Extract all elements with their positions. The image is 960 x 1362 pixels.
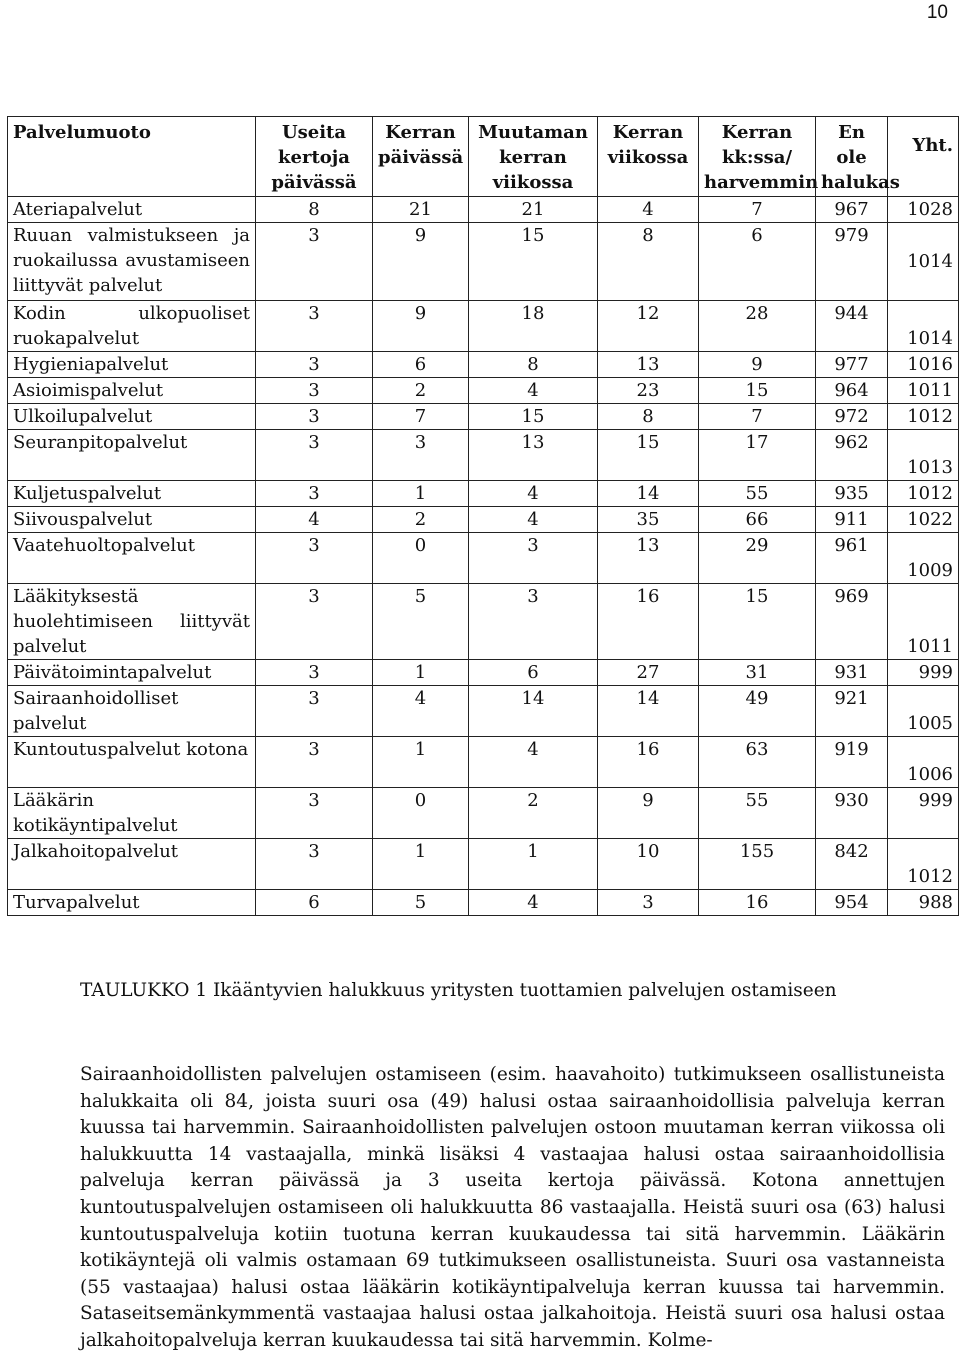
- value-cell: 954: [816, 890, 888, 916]
- value-cell: 3: [256, 481, 373, 507]
- value-cell: 8: [256, 197, 373, 223]
- service-name-cell: Kuljetuspalvelut: [8, 481, 256, 507]
- total-cell: 999: [888, 788, 959, 839]
- table-caption: TAULUKKO 1 Ikääntyvien halukkuus yritysten tuottamien palvelujen ostamiseen: [80, 980, 837, 1001]
- service-name-cell: Hygieniapalvelut: [8, 352, 256, 378]
- total-cell: 1022: [888, 507, 959, 533]
- column-header: Muutaman kerran viikossa: [469, 117, 598, 197]
- value-cell: 9: [598, 788, 699, 839]
- value-cell: 49: [699, 686, 816, 737]
- column-header: Palvelumuoto: [8, 117, 256, 197]
- column-header: Kerran kk:ssa/ harvemmin: [699, 117, 816, 197]
- service-name-cell: Ateriapalvelut: [8, 197, 256, 223]
- service-name-cell: Jalkahoitopalvelut: [8, 839, 256, 890]
- table-row: [8, 533, 959, 584]
- value-cell: 977: [816, 352, 888, 378]
- value-cell: 15: [469, 404, 598, 430]
- value-cell: 9: [373, 301, 469, 352]
- total-cell: 1028: [888, 197, 959, 223]
- value-cell: 7: [699, 404, 816, 430]
- value-cell: 4: [256, 507, 373, 533]
- services-table: [7, 116, 959, 916]
- service-name-cell: Kuntoutuspalvelut kotona: [8, 737, 256, 788]
- table-row: [8, 890, 959, 916]
- value-cell: 7: [373, 404, 469, 430]
- value-cell: 31: [699, 660, 816, 686]
- value-cell: 4: [469, 507, 598, 533]
- value-cell: 921: [816, 686, 888, 737]
- value-cell: 3: [469, 584, 598, 660]
- value-cell: 4: [469, 378, 598, 404]
- service-name-cell: Ruuan valmistukseen ja ruokailussa avustamiseen liittyvät palvelut: [8, 223, 256, 301]
- total-cell: 1014: [888, 223, 959, 301]
- value-cell: 3: [598, 890, 699, 916]
- value-cell: 3: [256, 301, 373, 352]
- value-cell: 0: [373, 533, 469, 584]
- value-cell: 17: [699, 430, 816, 481]
- service-name-cell: Vaatehuoltopalvelut: [8, 533, 256, 584]
- value-cell: 21: [373, 197, 469, 223]
- value-cell: 962: [816, 430, 888, 481]
- total-cell: 1013: [888, 430, 959, 481]
- total-cell: 1012: [888, 404, 959, 430]
- value-cell: 3: [469, 533, 598, 584]
- value-cell: 6: [373, 352, 469, 378]
- column-header: En ole halukas: [816, 117, 888, 197]
- table-row: [8, 378, 959, 404]
- value-cell: 944: [816, 301, 888, 352]
- body-paragraph: Sairaanhoidollisten palvelujen ostamiseen (esim. haavahoito) tutkimukseen osallistuneista halukkaita oli 84, joista suuri osa (49) halusi ostaa sairaanhoidollisia palveluja kerran kuussa tai harvemmin. Sairaanhoidollisten palvelujen ostoon muutaman kerran viikossa oli halukkuutta 14 vastaajalla, minkä lisäksi 4 vastaajaa halusi ostaa sairaanhoidollisia palveluja kerran päivässä ja 3 useita kertoja päivässä. Kotona annettujen kuntoutuspalvelujen ostamiseen oli halukkuutta 86 vastaajalla. Heistä suuri osa (63) halusi kuntoutuspalveluja kotiin tuotuna kerran kuukaudessa tai sitä harvemmin. Lääkärin kotikäyntejä oli valmis ostamaan 69 tutkimukseen osallistuneista. Suuri osa vastanneista (55 vastaajaa) halusi ostaa lääkärin kotikäyntipalveluja kerran kuussa tai harvemmin. Sataseitsemänkymmentä vastaajaa halusi ostaa jalkahoitoja. Heistä suuri osa halusi ostaa jalkahoitopalveluja kerran kuukaudessa tai sitä harvemmin. Kolme-: [80, 1064, 945, 1351]
- total-cell: 1005: [888, 686, 959, 737]
- table-row: [8, 197, 959, 223]
- value-cell: 979: [816, 223, 888, 301]
- value-cell: 66: [699, 507, 816, 533]
- table-row: [8, 430, 959, 481]
- table-row: [8, 223, 959, 301]
- value-cell: 29: [699, 533, 816, 584]
- table-row: [8, 686, 959, 737]
- value-cell: 1: [373, 737, 469, 788]
- value-cell: 911: [816, 507, 888, 533]
- value-cell: 935: [816, 481, 888, 507]
- value-cell: 7: [699, 197, 816, 223]
- total-cell: 1012: [888, 839, 959, 890]
- value-cell: 5: [373, 890, 469, 916]
- service-name-cell: Ulkoilupalvelut: [8, 404, 256, 430]
- value-cell: 13: [598, 533, 699, 584]
- total-cell: 1006: [888, 737, 959, 788]
- value-cell: 961: [816, 533, 888, 584]
- value-cell: 919: [816, 737, 888, 788]
- value-cell: 63: [699, 737, 816, 788]
- table-row: [8, 839, 959, 890]
- value-cell: 13: [598, 352, 699, 378]
- column-header: Kerran päivässä: [373, 117, 469, 197]
- value-cell: 969: [816, 584, 888, 660]
- column-header: Kerran viikossa: [598, 117, 699, 197]
- value-cell: 55: [699, 481, 816, 507]
- value-cell: 6: [256, 890, 373, 916]
- value-cell: 1: [373, 839, 469, 890]
- service-name-cell: Kodin ulkopuoliset ruokapalvelut: [8, 301, 256, 352]
- column-header: Yht.: [888, 117, 959, 197]
- value-cell: 3: [256, 378, 373, 404]
- value-cell: 1: [373, 481, 469, 507]
- value-cell: 5: [373, 584, 469, 660]
- total-cell: 999: [888, 660, 959, 686]
- value-cell: 12: [598, 301, 699, 352]
- value-cell: 16: [699, 890, 816, 916]
- value-cell: 3: [256, 352, 373, 378]
- value-cell: 14: [598, 686, 699, 737]
- value-cell: 13: [469, 430, 598, 481]
- total-cell: 988: [888, 890, 959, 916]
- value-cell: 842: [816, 839, 888, 890]
- value-cell: 967: [816, 197, 888, 223]
- table-row: [8, 404, 959, 430]
- value-cell: 14: [469, 686, 598, 737]
- value-cell: 0: [373, 788, 469, 839]
- table-row: [8, 584, 959, 660]
- value-cell: 27: [598, 660, 699, 686]
- value-cell: 9: [699, 352, 816, 378]
- page-number: 10: [926, 2, 948, 23]
- value-cell: 4: [469, 890, 598, 916]
- table-row: [8, 352, 959, 378]
- value-cell: 964: [816, 378, 888, 404]
- value-cell: 15: [598, 430, 699, 481]
- table-row: [8, 507, 959, 533]
- value-cell: 930: [816, 788, 888, 839]
- value-cell: 3: [256, 660, 373, 686]
- value-cell: 3: [256, 533, 373, 584]
- table-row: [8, 660, 959, 686]
- value-cell: 6: [469, 660, 598, 686]
- service-name-cell: Sairaanhoidolliset palvelut: [8, 686, 256, 737]
- value-cell: 6: [699, 223, 816, 301]
- table-row: [8, 301, 959, 352]
- total-cell: 1011: [888, 378, 959, 404]
- value-cell: 3: [256, 737, 373, 788]
- value-cell: 9: [373, 223, 469, 301]
- value-cell: 4: [373, 686, 469, 737]
- total-cell: 1009: [888, 533, 959, 584]
- table-row: [8, 481, 959, 507]
- value-cell: 10: [598, 839, 699, 890]
- service-name-cell: Turvapalvelut: [8, 890, 256, 916]
- table-header-row: [8, 117, 959, 197]
- table-row: [8, 737, 959, 788]
- value-cell: 3: [256, 788, 373, 839]
- total-cell: 1016: [888, 352, 959, 378]
- value-cell: 3: [256, 839, 373, 890]
- service-name-cell: Siivouspalvelut: [8, 507, 256, 533]
- value-cell: 4: [598, 197, 699, 223]
- service-name-cell: Lääkärin kotikäyntipalvelut: [8, 788, 256, 839]
- service-name-cell: Asioimispalvelut: [8, 378, 256, 404]
- value-cell: 972: [816, 404, 888, 430]
- value-cell: 16: [598, 584, 699, 660]
- value-cell: 14: [598, 481, 699, 507]
- total-cell: 1012: [888, 481, 959, 507]
- value-cell: 2: [469, 788, 598, 839]
- value-cell: 15: [699, 378, 816, 404]
- total-cell: 1014: [888, 301, 959, 352]
- table-row: [8, 788, 959, 839]
- value-cell: 21: [469, 197, 598, 223]
- value-cell: 3: [256, 686, 373, 737]
- value-cell: 15: [699, 584, 816, 660]
- value-cell: 1: [469, 839, 598, 890]
- value-cell: 16: [598, 737, 699, 788]
- value-cell: 28: [699, 301, 816, 352]
- column-header: Useita kertoja päivässä: [256, 117, 373, 197]
- value-cell: 8: [598, 404, 699, 430]
- value-cell: 3: [256, 584, 373, 660]
- value-cell: 2: [373, 507, 469, 533]
- value-cell: 2: [373, 378, 469, 404]
- value-cell: 18: [469, 301, 598, 352]
- service-name-cell: Päivätoimintapalvelut: [8, 660, 256, 686]
- value-cell: 8: [598, 223, 699, 301]
- value-cell: 931: [816, 660, 888, 686]
- value-cell: 3: [373, 430, 469, 481]
- value-cell: 35: [598, 507, 699, 533]
- service-name-cell: Seuranpitopalvelut: [8, 430, 256, 481]
- service-name-cell: Lääkityksestä huolehtimiseen liittyvät palvelut: [8, 584, 256, 660]
- value-cell: 1: [373, 660, 469, 686]
- value-cell: 3: [256, 404, 373, 430]
- value-cell: 55: [699, 788, 816, 839]
- value-cell: 4: [469, 481, 598, 507]
- value-cell: 3: [256, 223, 373, 301]
- value-cell: 23: [598, 378, 699, 404]
- value-cell: 15: [469, 223, 598, 301]
- total-cell: 1011: [888, 584, 959, 660]
- value-cell: 155: [699, 839, 816, 890]
- value-cell: 8: [469, 352, 598, 378]
- value-cell: 4: [469, 737, 598, 788]
- value-cell: 3: [256, 430, 373, 481]
